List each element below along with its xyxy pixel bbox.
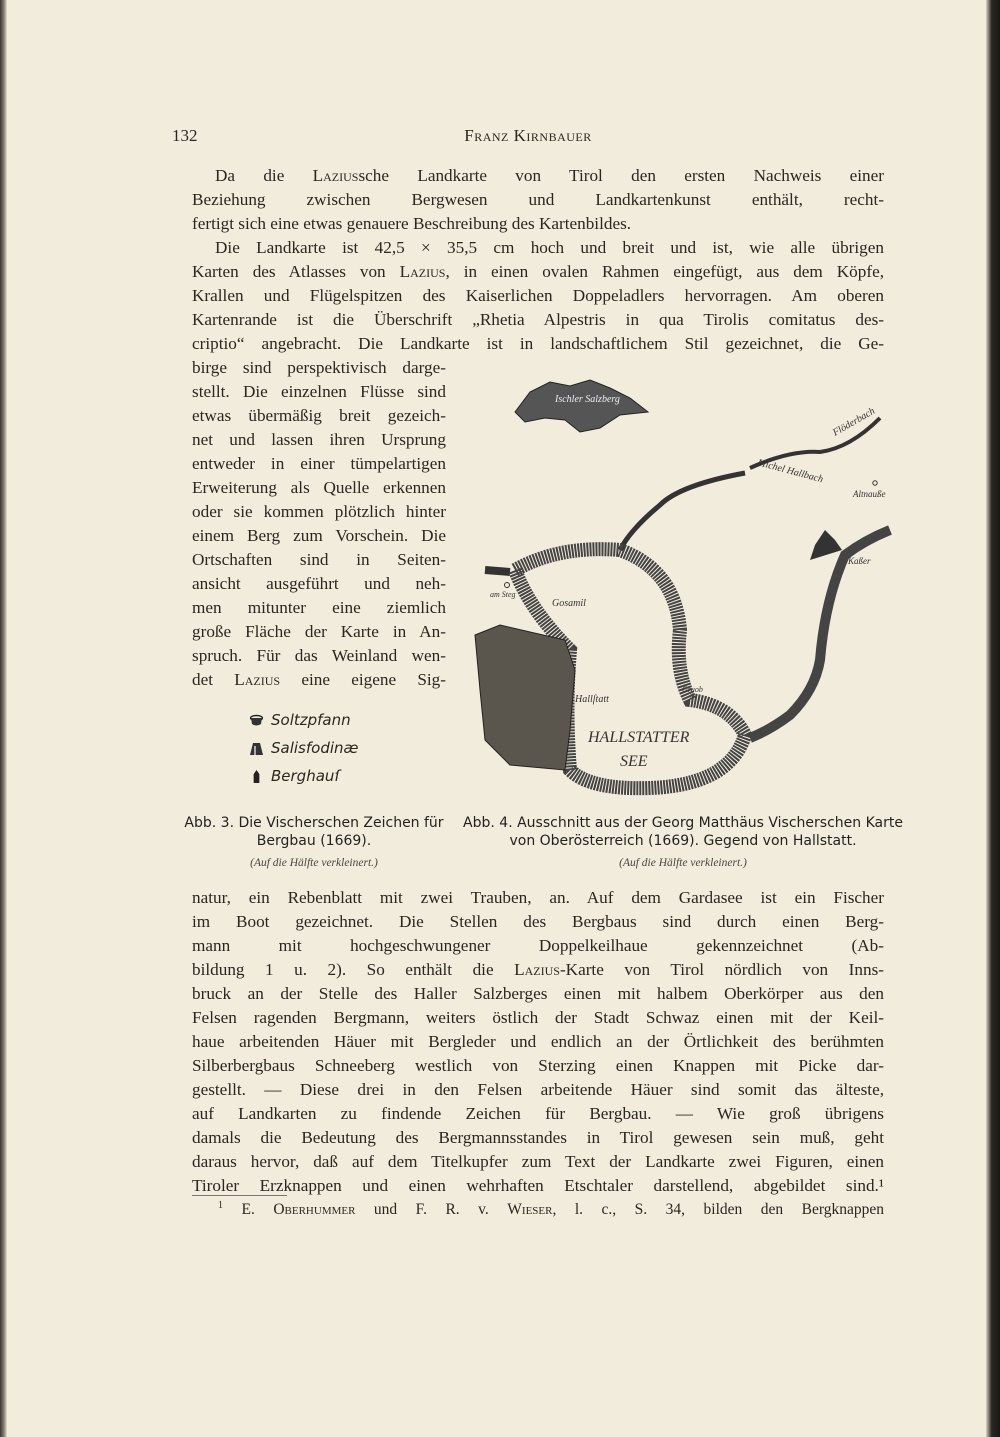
text-run: det bbox=[192, 670, 235, 689]
text-run: birge sind perspektivisch darge- bbox=[192, 358, 446, 377]
footnote-mark: 1 bbox=[218, 1200, 223, 1211]
text-line bbox=[192, 356, 446, 380]
running-head-author: Franz Kirnbauer bbox=[464, 126, 592, 145]
hallstatt-mountains bbox=[475, 625, 575, 770]
text-run: Ortschaften sind in Seiten- bbox=[192, 550, 446, 569]
small-caps-name: Wieser bbox=[507, 1201, 553, 1219]
small-caps-name: Lazius bbox=[399, 262, 446, 281]
paragraph-bottom bbox=[192, 886, 884, 1198]
text-run: Da die bbox=[215, 166, 313, 185]
text-run: Kartenrande ist die Überschrift „Rhetia Alpestris in qua Tirolis comitatus des- bbox=[192, 310, 884, 329]
small-caps-name: Lazius bbox=[514, 960, 560, 979]
text-run: bruck an der Stelle des Haller Salzberges einen mit halbem Oberkörper aus den bbox=[192, 984, 884, 1003]
text-line bbox=[192, 1030, 884, 1054]
text-run: mann mit hochgeschwungener Doppelkeilhaue gekennzeichnet (Ab- bbox=[192, 936, 884, 955]
text-run: Tiroler Erzknappen und einen wehrhaften Etschtaler darstellend, abgebildet sind.¹ bbox=[192, 1176, 884, 1195]
text-line bbox=[192, 284, 884, 308]
text-run: auf Landkarten zu findende Zeichen für Bergbau. — Wie groß übrigens bbox=[192, 1104, 884, 1123]
text-line bbox=[192, 668, 446, 692]
caption-note: (Auf die Hälfte verkleinert.) bbox=[619, 857, 747, 869]
hallstatt-map-illustration bbox=[470, 370, 900, 805]
text-run: einem Berg zum Vorschein. Die bbox=[192, 526, 446, 545]
footnote bbox=[218, 1196, 884, 1220]
text-line bbox=[192, 452, 446, 476]
text-line bbox=[192, 644, 446, 668]
mining-symbols-legend bbox=[250, 706, 358, 790]
small-caps-name: Lazius bbox=[312, 166, 359, 185]
map-label-ischl: Ischler Salzberg bbox=[555, 394, 620, 405]
legend-label: Soltzpfann bbox=[271, 711, 351, 729]
text-line bbox=[192, 332, 884, 356]
map-label-altnausse: Altnauße bbox=[853, 489, 886, 499]
text-run: sche Landkarte von Tirol den ersten Nachweis einer bbox=[358, 166, 884, 185]
text-line bbox=[192, 982, 884, 1006]
text-run: net und lassen ihren Ursprung bbox=[192, 430, 446, 449]
map-label-lake-line2: SEE bbox=[620, 753, 648, 770]
text-line bbox=[192, 212, 884, 236]
map-label-gosamil: Gosamil bbox=[552, 598, 586, 609]
text-line bbox=[192, 596, 446, 620]
text-line bbox=[192, 1174, 884, 1198]
caption-title: Abb. 4. Ausschnitt aus der Georg Matthäus Vischerschen Karte von Oberösterreich (1669). Gegend von Hallstatt. bbox=[463, 815, 903, 849]
text-line bbox=[192, 164, 884, 188]
text-run: Felsen ragenden Bergmann, weiters östlich der Stadt Schwaz einen mit der Keil- bbox=[192, 1008, 884, 1027]
text-run: damals die Bedeutung des Bergmannsstandes in Tirol gewesen sein muß, geht bbox=[192, 1128, 884, 1147]
text-line bbox=[192, 1126, 884, 1150]
text-run: spruch. Für das Weinland wen- bbox=[192, 646, 446, 665]
text-line bbox=[192, 476, 446, 500]
legend-item bbox=[250, 762, 358, 790]
text-run: Karten des Atlasses von bbox=[192, 262, 400, 281]
text-run: , l. c., S. 34, bilden den Bergknappen bbox=[552, 1201, 884, 1219]
paragraph-top bbox=[192, 164, 884, 356]
text-run: -Karte von Tirol nördlich von Inns- bbox=[559, 960, 884, 979]
text-line bbox=[192, 1102, 884, 1126]
text-line bbox=[192, 548, 446, 572]
figure-caption-abb4 bbox=[463, 814, 903, 872]
text-line bbox=[192, 620, 446, 644]
ischl-mountain bbox=[515, 380, 648, 432]
legend-item bbox=[250, 734, 358, 762]
map-label-floderbach: Flöderbach bbox=[831, 405, 877, 439]
river-gosau bbox=[485, 570, 510, 572]
caption-note: (Auf die Hälfte verkleinert.) bbox=[250, 857, 378, 869]
text-run: Die Landkarte ist 42,5 × 35,5 cm hoch und breit und ist, wie alle übrigen bbox=[215, 238, 884, 257]
scan-edge-right bbox=[986, 0, 1000, 1437]
text-line bbox=[192, 428, 446, 452]
river-traun-north bbox=[620, 473, 745, 550]
map-label-hallstatt: Hallſtatt bbox=[575, 694, 609, 705]
text-line bbox=[192, 500, 446, 524]
map-label-steg: am Steg bbox=[490, 590, 516, 599]
text-line bbox=[192, 1054, 884, 1078]
text-line bbox=[192, 524, 446, 548]
small-caps-name: Oberhummer bbox=[273, 1201, 356, 1219]
text-line bbox=[192, 404, 446, 428]
legend-item bbox=[250, 706, 358, 734]
text-run: criptio“ angebracht. Die Landkarte ist in landschaftlichem Stil gezeichnet, die Ge- bbox=[192, 334, 884, 353]
text-run: natur, ein Rebenblatt mit zwei Trauben, an. Auf dem Gardasee ist ein Fischer bbox=[192, 888, 884, 907]
text-run: daraus hervor, daß auf dem Titelkupfer zum Text der Landkarte zwei Figuren, einen bbox=[192, 1152, 884, 1171]
text-run: gestellt. — Diese drei in den Felsen arbeitende Häuer sind somit das älteste, bbox=[192, 1080, 884, 1099]
text-line bbox=[192, 958, 884, 982]
salt-pan-icon bbox=[250, 714, 263, 727]
salt-mine-icon bbox=[250, 742, 263, 755]
text-run: und F. R. v. bbox=[355, 1201, 508, 1219]
text-line bbox=[192, 1150, 884, 1174]
text-line bbox=[192, 188, 884, 212]
text-line bbox=[192, 380, 446, 404]
text-line bbox=[192, 236, 884, 260]
text-line bbox=[192, 1006, 884, 1030]
text-line bbox=[192, 308, 884, 332]
page-number: 132 bbox=[172, 126, 198, 145]
map-label-michel: Michel Hallbach bbox=[756, 457, 825, 486]
text-run: oder sie kommen plötzlich hinter bbox=[192, 502, 446, 521]
map-label-gruob: Gruob bbox=[682, 685, 703, 694]
running-head bbox=[172, 126, 884, 148]
text-line bbox=[192, 910, 884, 934]
text-run: im Boot gezeichnet. Die Stellen des Bergbaus sind durch einen Berg- bbox=[192, 912, 884, 931]
map-label-kasser: Kaßer bbox=[848, 556, 871, 566]
text-run: Erweiterung als Quelle erkennen bbox=[192, 478, 446, 497]
text-run: entweder in einer tümpelartigen bbox=[192, 454, 446, 473]
text-line bbox=[192, 260, 884, 284]
text-run: ansicht ausgeführt und neh- bbox=[192, 574, 446, 593]
small-caps-name: Lazius bbox=[234, 670, 281, 689]
text-run: Krallen und Flügelspitzen des Kaiserlichen Doppeladlers hervorragen. Am oberen bbox=[192, 286, 884, 305]
text-run: fertigt sich eine etwas genauere Beschreibung des Kartenbildes. bbox=[192, 214, 632, 233]
figure-caption-abb3 bbox=[178, 814, 450, 872]
text-run: Beziehung zwischen Bergwesen und Landkartenkunst enthält, recht- bbox=[192, 190, 884, 209]
text-line bbox=[192, 886, 884, 910]
text-run: , in einen ovalen Rahmen eingefügt, aus dem Köpfe, bbox=[445, 262, 884, 281]
text-run: Silberbergbaus Schneeberg westlich von Sterzing einen Knappen mit Picke dar- bbox=[192, 1056, 884, 1075]
legend-label: Salisfodinæ bbox=[271, 739, 359, 757]
text-run: men mitunter eine ziemlich bbox=[192, 598, 446, 617]
paragraph-left-column bbox=[192, 356, 446, 692]
caption-title: Abb. 3. Die Vischerschen Zeichen für Bergbau (1669). bbox=[184, 815, 444, 849]
text-run: haue arbeitenden Häuer mit Bergleder und endlich an der Örtlichkeit des berühmten bbox=[192, 1032, 884, 1051]
scan-edge-left bbox=[0, 0, 7, 1437]
text-run: eine eigene Sig- bbox=[280, 670, 446, 689]
legend-label: Berghauſ bbox=[271, 767, 340, 785]
text-run: große Fläche der Karte in An- bbox=[192, 622, 446, 641]
text-run: bildung 1 u. 2). So enthält die bbox=[192, 960, 515, 979]
text-run: stellt. Die einzelnen Flüsse sind bbox=[192, 382, 446, 401]
map-label-lake-line1: HALLSTATTER bbox=[588, 729, 690, 746]
text-run: E. bbox=[223, 1201, 274, 1219]
text-line bbox=[192, 934, 884, 958]
mine-house-icon bbox=[250, 770, 263, 783]
text-run: etwas übermäßig breit gezeich- bbox=[192, 406, 446, 425]
text-line bbox=[192, 1078, 884, 1102]
text-line bbox=[192, 572, 446, 596]
